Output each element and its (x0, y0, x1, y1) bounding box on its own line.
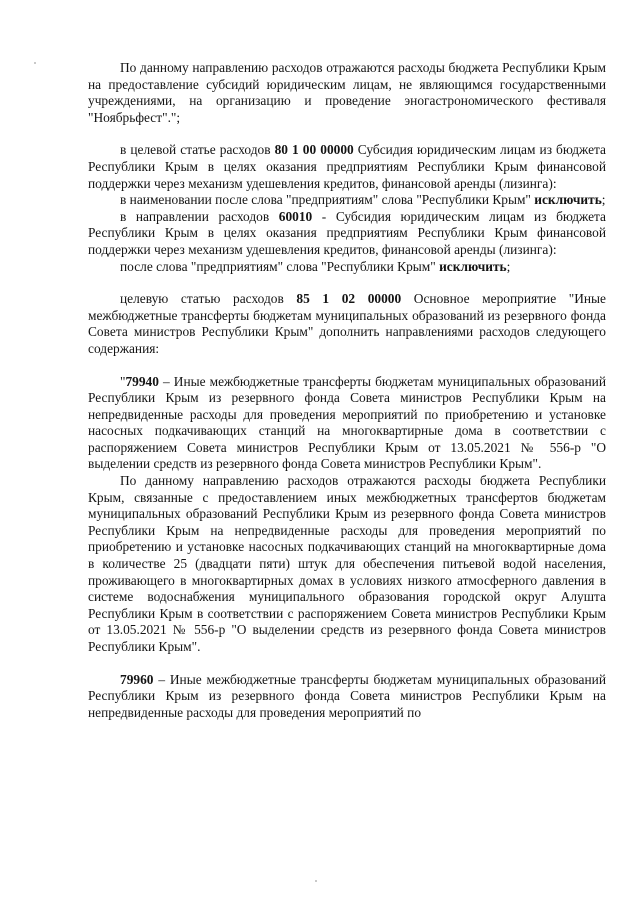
paragraph (88, 142, 606, 192)
paragraph (88, 209, 606, 259)
text-run: ; (506, 258, 511, 274)
paragraph (88, 291, 606, 357)
paragraph (88, 60, 606, 126)
bold-run: 79940 (125, 373, 159, 389)
bold-run: 60010 (278, 208, 313, 224)
paragraph (88, 374, 606, 474)
bold-run: исключить (534, 192, 602, 208)
text-run: – Иные межбюджетные трансферты бюджетам муниципальных образований Республики Крым из резервного фонда Совета министров Республики Крым на непредвиденные расходы для проведения мероприятий по (88, 671, 606, 720)
text-run: По данному направлению расходов отражаются расходы бюджета Республики Крым на предоставление субсидий юридическим лицам, не являющимся государственными учреждениями, на организацию и проведение эногастрономического фестиваля "Ноябрьфест"."; (88, 60, 606, 125)
document-body (88, 60, 606, 721)
text-run: - Субсидия юридическим лицам из бюджета Республики Крым в целях оказания предприятиям Республики Крым финансовой поддержки через механизм удешевления кредитов, финансовой аренды (лизинга): (88, 208, 606, 257)
text-run: Субсидия юридическим лицам из бюджета Республики Крым в целях оказания предприятиям Республики Крым финансовой поддержки через механизм удешевления кредитов, финансовой аренды (лизинга): (88, 142, 606, 191)
text-run: По данному направлению расходов отражаются расходы бюджета Республики Крым, связанные с предоставлением иных межбюджетных трансфертов бюджетам муниципальных образований Республики Крым из резервного фонда Совета министров Республики Крым на непредвиденные расходы для проведения мероприятий по приобретению и установке насосных подкачивающих станций на многоквартирные дома в количестве 25 (двадцати пяти) штук для обеспечения питьевой водой населения, проживающего в многоквартирных домах в условиях низкого атмосферного давления в системе водоснабжения муниципального образования городской округ Алушта Республики Крым в соответствии с распоряжением Совета министров Республики Крым от 13.05.2021 № 556-р "О выделении средств из резервного фонда Совета министров Республики Крым". (88, 473, 606, 654)
paragraph (88, 192, 606, 209)
bold-run: 79960 (120, 671, 154, 687)
text-run: целевую статью расходов (120, 291, 297, 307)
text-run: в направлении расходов (120, 208, 279, 224)
scan-speck (34, 62, 36, 64)
text-run: Основное мероприятие "Иные межбюджетные трансферты бюджетам муниципальных образований из резервного фонда Совета министров Республики Крым" дополнить направлениями расходов следующего содержания: (88, 291, 606, 356)
text-run: ; (601, 192, 606, 208)
bold-run: исключить (439, 258, 507, 274)
bold-run: 85 1 02 00000 (296, 291, 402, 307)
paragraph (88, 259, 606, 276)
bold-run: 80 1 00 00000 (274, 142, 354, 158)
paragraph (88, 672, 606, 722)
scan-speck (315, 880, 317, 882)
text-run: в целевой статье расходов (120, 142, 275, 158)
paragraph (88, 473, 606, 656)
text-run: в наименовании после слова "предприятиям" слова "Республики Крым" (120, 192, 535, 208)
text-run: " (120, 373, 126, 389)
text-run: после слова "предприятиям" слова "Республики Крым" (120, 258, 440, 274)
text-run: – Иные межбюджетные трансферты бюджетам муниципальных образований Республики Крым из резервного фонда Совета министров Республики Крым на непредвиденные расходы для проведения мероприятий по приобретению и установке насосных подкачивающих станций на многоквартирные дома в соответствии с распоряжением Совета министров Республики Крым от 13.05.2021 № 556-р "О выделении средств из резервного фонда Совета министров Республики Крым". (88, 373, 606, 472)
